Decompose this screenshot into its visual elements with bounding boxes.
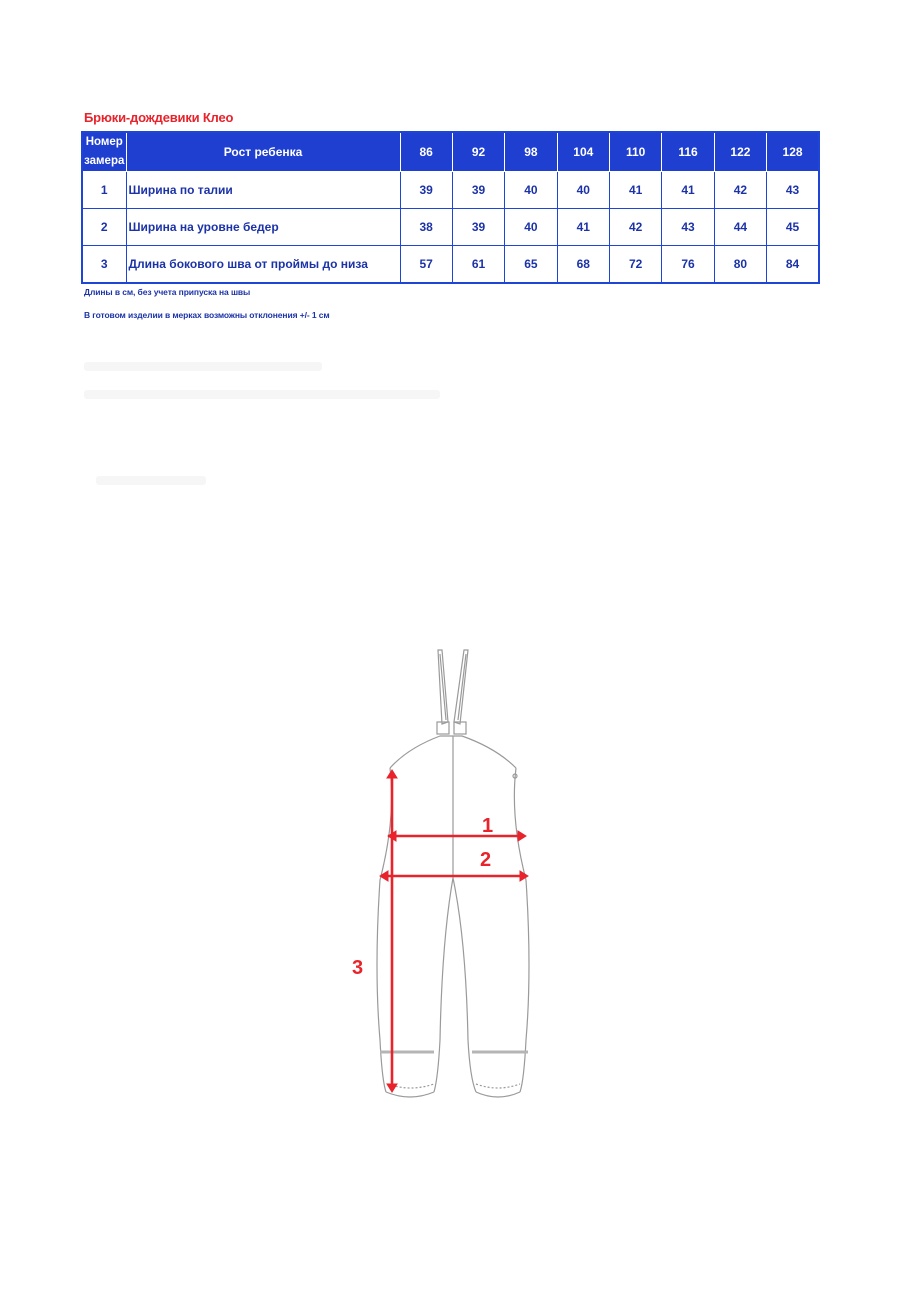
measure-name: Длина бокового шва от проймы до низа [126, 246, 400, 284]
faint-text-line [96, 476, 206, 485]
marker-label-3: 3 [352, 957, 364, 979]
measure-value: 57 [400, 246, 452, 284]
measure-value: 41 [610, 172, 662, 209]
trousers-drawing [330, 640, 570, 1120]
trousers-outline [377, 650, 529, 1097]
measure-value: 43 [662, 209, 714, 246]
measure-value: 42 [610, 209, 662, 246]
table-row [82, 209, 819, 246]
measure-number-header: Номер замера [82, 132, 126, 172]
measure-number: 3 [82, 246, 126, 284]
table-row [82, 246, 819, 284]
measure-value: 80 [714, 246, 766, 284]
measure-value: 76 [662, 246, 714, 284]
measure-value: 40 [505, 209, 557, 246]
measure-number: 1 [82, 172, 126, 209]
tolerance-note: В готовом изделии в мерках возможны отклонения +/- 1 см [84, 310, 330, 320]
size-header: 86 [400, 132, 452, 172]
measure-value: 84 [767, 246, 819, 284]
measure-value: 44 [714, 209, 766, 246]
measure-value: 39 [400, 172, 452, 209]
size-header: 92 [452, 132, 504, 172]
measure-number: 2 [82, 209, 126, 246]
measure-value: 41 [557, 209, 609, 246]
measure-value: 39 [452, 172, 504, 209]
marker-label-2: 2 [480, 849, 492, 871]
size-table-header-row [82, 132, 819, 172]
measure-value: 43 [767, 172, 819, 209]
size-header: 122 [714, 132, 766, 172]
measure-value: 40 [505, 172, 557, 209]
size-header: 98 [505, 132, 557, 172]
size-header: 104 [557, 132, 609, 172]
measure-value: 72 [610, 246, 662, 284]
size-header: 116 [662, 132, 714, 172]
measure-value: 39 [452, 209, 504, 246]
size-header: 128 [767, 132, 819, 172]
measure-value: 45 [767, 209, 819, 246]
measure-value: 41 [662, 172, 714, 209]
faint-text-line [84, 390, 440, 399]
size-header: 110 [610, 132, 662, 172]
size-table [81, 131, 820, 284]
marker-label-1: 1 [482, 815, 494, 837]
measure-value: 68 [557, 246, 609, 284]
measure-value: 40 [557, 172, 609, 209]
measure-value: 38 [400, 209, 452, 246]
table-row [82, 172, 819, 209]
faint-text-line [84, 362, 322, 371]
units-note: Длины в см, без учета припуска на швы [84, 287, 251, 297]
measure-value: 61 [452, 246, 504, 284]
product-title: Брюки-дождевики Клео [84, 110, 234, 125]
measure-name: Ширина по талии [126, 172, 400, 209]
measurement-markers [380, 770, 528, 1092]
measure-value: 42 [714, 172, 766, 209]
child-height-header: Рост ребенка [126, 132, 400, 172]
measure-value: 65 [505, 246, 557, 284]
measure-name: Ширина на уровне бедер [126, 209, 400, 246]
